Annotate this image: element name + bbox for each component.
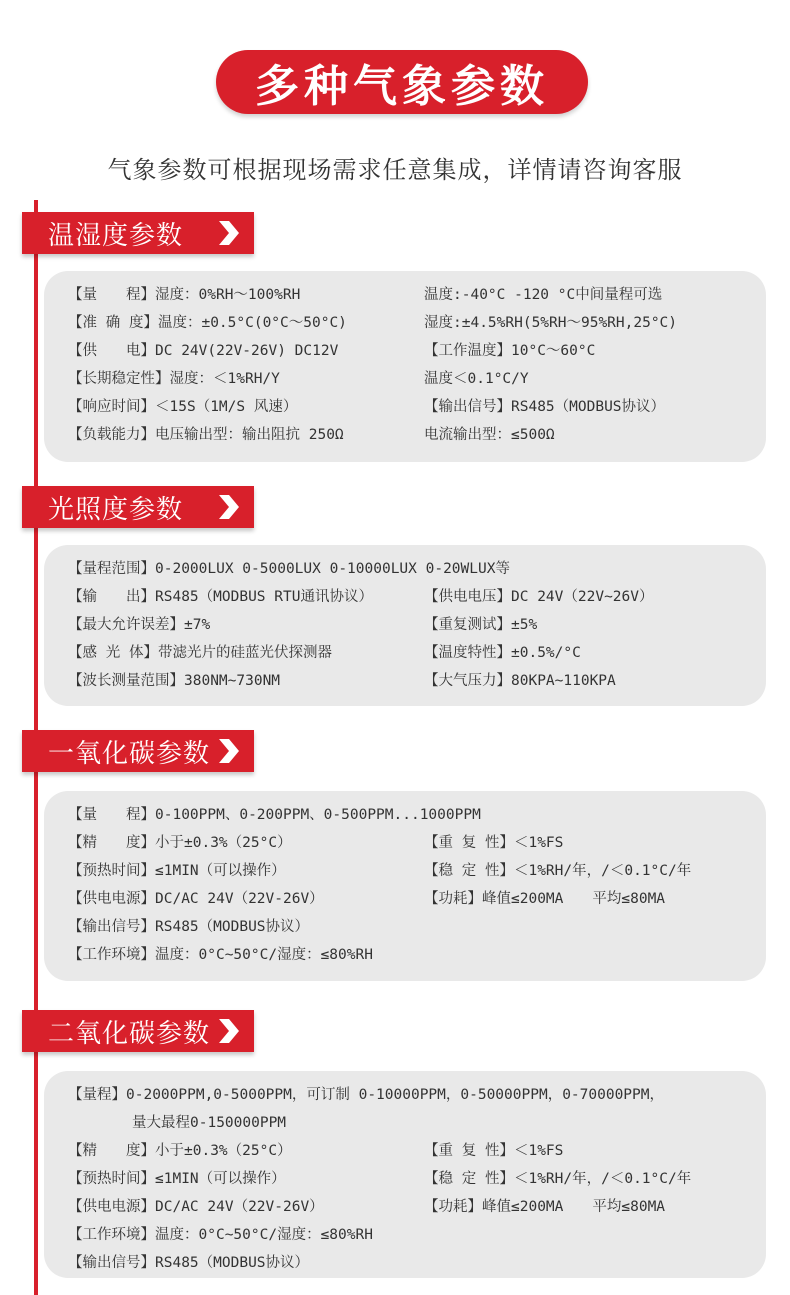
spec-row: [68, 1083, 758, 1105]
spec-item: 【工作环境】温度：0°C~50°C/湿度：≤80%RH: [68, 947, 373, 963]
spec-item: 【稳 定 性】＜1%RH/年，/＜0.1°C/年: [424, 863, 692, 879]
section-header-illuminance: [22, 486, 254, 528]
spec-row: [68, 557, 758, 579]
spec-row: [68, 1167, 758, 1189]
page-subtitle: 气象参数可根据现场需求任意集成，详情请咨询客服: [107, 156, 683, 184]
spec-row: [68, 831, 758, 853]
spec-item: 【预热时间】≤1MIN（可以操作）: [68, 1171, 286, 1187]
spec-row: [68, 283, 758, 305]
spec-row: [68, 803, 758, 825]
spec-item: 【感 光 体】带滤光片的硅蓝光伏探测器: [68, 645, 332, 661]
spec-item: 【稳 定 性】＜1%RH/年，/＜0.1°C/年: [424, 1171, 692, 1187]
spec-item: 【准 确 度】温度：±0.5°C(0°C～50°C): [68, 315, 347, 331]
spec-item: 【重复测试】±5%: [424, 617, 538, 633]
spec-item: 【大气压力】80KPA~110KPA: [424, 673, 616, 689]
spec-row: [68, 1223, 758, 1245]
section-header-temp-humidity: [22, 212, 254, 254]
spec-item: 【供 电】DC 24V(22V-26V) DC12V: [68, 343, 339, 359]
spec-panel-co: [44, 791, 766, 981]
section-header-co: [22, 730, 254, 772]
spec-item: 【量程范围】0-2000LUX 0-5000LUX 0-10000LUX 0-20WLUX等: [68, 561, 510, 577]
spec-item: 【功耗】峰值≤200MA 平均≤80MA: [424, 891, 666, 907]
spec-item: 【供电电压】DC 24V（22V~26V）: [424, 589, 654, 605]
chevron-right-icon: [216, 220, 240, 246]
page-title: 多种气象参数: [216, 50, 588, 114]
spec-item: 湿度:±4.5%RH(5%RH～95%RH,25°C): [424, 315, 678, 331]
spec-row: [68, 915, 758, 937]
spec-row: [68, 395, 758, 417]
section-title: 光照度参数: [48, 494, 184, 525]
section-title: 温湿度参数: [48, 220, 184, 251]
section-header-co2: [22, 1010, 254, 1052]
spec-item: 【预热时间】≤1MIN（可以操作）: [68, 863, 286, 879]
spec-item: 【负载能力】电压输出型：输出阻抗 250Ω: [68, 427, 344, 443]
spec-row: [68, 423, 758, 445]
spec-item: 【响应时间】＜15S（1M/S 风速）: [68, 399, 298, 415]
spec-row: [68, 641, 758, 663]
spec-item: 温度:-40°C -120 °C中间量程可选: [424, 287, 663, 303]
spec-row: [68, 1139, 758, 1161]
spec-item: 【功耗】峰值≤200MA 平均≤80MA: [424, 1199, 666, 1215]
spec-item: 【精 度】小于±0.3%（25°C）: [68, 1143, 292, 1159]
spec-item: 【工作温度】10°C～60°C: [424, 343, 596, 359]
spec-item: 【重 复 性】＜1%FS: [424, 1143, 564, 1159]
spec-item: 【输出信号】RS485（MODBUS协议）: [68, 1255, 310, 1271]
spec-item: 【量 程】湿度：0%RH～100%RH: [68, 287, 301, 303]
spec-item: 【供电电源】DC/AC 24V（22V-26V）: [68, 1199, 324, 1215]
spec-item: 【量程】0-2000PPM,0-5000PPM，可订制 0-10000PPM，0-50000PPM，0-70000PPM，: [68, 1087, 664, 1103]
spec-item: 【输 出】RS485（MODBUS RTU通讯协议）: [68, 589, 373, 605]
spec-row: [68, 669, 758, 691]
spec-item: 【波长测量范围】380NM~730NM: [68, 673, 281, 689]
spec-row: [68, 859, 758, 881]
spec-item: 【重 复 性】＜1%FS: [424, 835, 564, 851]
chevron-right-icon: [216, 1018, 240, 1044]
spec-item: 【输出信号】RS485（MODBUS协议）: [68, 919, 310, 935]
spec-item: 【最大允许误差】±7%: [68, 617, 211, 633]
spec-panel-illuminance: [44, 545, 766, 706]
spec-row: [68, 367, 758, 389]
spec-item: 【长期稳定性】湿度：＜1%RH/Y: [68, 371, 280, 387]
spec-item: 电流输出型：≤500Ω: [424, 427, 555, 443]
spec-item: 【量 程】0-100PPM、0-200PPM、0-500PPM...1000PPM: [68, 807, 481, 823]
spec-row: [68, 311, 758, 333]
chevron-right-icon: [216, 494, 240, 520]
spec-row: [68, 1195, 758, 1217]
spec-item: 温度＜0.1°C/Y: [424, 371, 529, 387]
spec-row: [68, 943, 758, 965]
spec-row: [68, 887, 758, 909]
spec-item: 【温度特性】±0.5%/°C: [424, 645, 581, 661]
spec-panel-co2: [44, 1071, 766, 1278]
spec-item: 【工作环境】温度：0°C~50°C/湿度：≤80%RH: [68, 1227, 373, 1243]
section-title: 二氧化碳参数: [48, 1018, 211, 1049]
spec-row: [68, 613, 758, 635]
spec-row: [68, 339, 758, 361]
spec-row: [68, 1251, 758, 1273]
spec-item: 量大最程0-150000PPM: [132, 1115, 287, 1131]
section-title: 一氧化碳参数: [48, 738, 211, 769]
spec-row: [68, 585, 758, 607]
spec-panel-temp-humidity: [44, 271, 766, 462]
spec-item: 【供电电源】DC/AC 24V（22V-26V）: [68, 891, 324, 907]
chevron-right-icon: [216, 738, 240, 764]
spec-item: 【输出信号】RS485（MODBUS协议）: [424, 399, 666, 415]
spec-item: 【精 度】小于±0.3%（25°C）: [68, 835, 292, 851]
spec-row: [68, 1111, 758, 1133]
